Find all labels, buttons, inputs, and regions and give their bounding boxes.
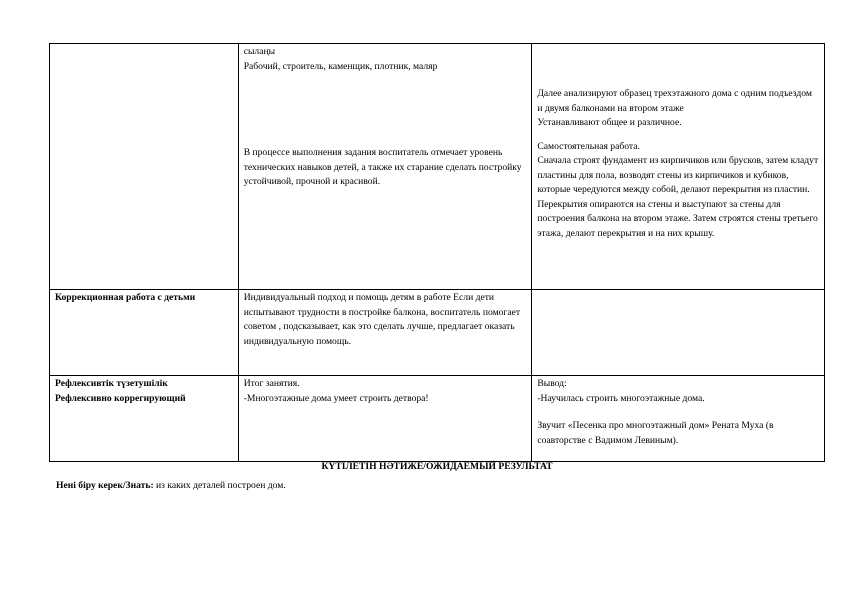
row1-teacher-cell	[238, 44, 532, 290]
row1-col3-para1b: Устанавливают общее и различное.	[537, 117, 682, 128]
expected-result-title: КҮТІЛЕТІН НӘТИЖЕ/ОЖИДАЕМЫЙ РЕЗУЛЬТАТ	[321, 461, 553, 472]
row2-stage-cell: Коррекционная работа с детьми	[50, 290, 239, 376]
row3-col2-line2: -Многоэтажные дома умеет строить детвора!	[243, 392, 429, 404]
lesson-plan-table	[49, 43, 825, 462]
expected-result-text: из каких деталей построен дом.	[153, 480, 286, 491]
row3-col1-line1: Рефлексивтік түзетушілік	[55, 378, 168, 389]
row1-stage-cell	[50, 44, 239, 290]
row3-stage-cell	[50, 376, 239, 462]
table-row	[50, 376, 825, 462]
row3-col3-para: Звучит «Песенка про многоэтажный дом» Рената Муха (в соавторстве с Вадимом Левиным).	[537, 420, 774, 446]
row1-col2-line2: Рабочий, строитель, каменщик, плотник, маляр	[243, 60, 438, 72]
row3-col3-line2: -Научилась строить многоэтажные дома.	[537, 392, 705, 404]
row2-children-cell	[532, 290, 825, 376]
row1-col2-para: В процессе выполнения задания воспитатель отмечает уровень технических навыков детей, а также их старание сделать постройку устойчивой, прочной и красивой.	[243, 147, 522, 187]
row3-col3-line1: Вывод:	[537, 378, 567, 389]
row3-col2-line1: Итог занятия.	[243, 378, 300, 389]
table-row	[50, 290, 825, 376]
row1-col3-para1: Далее анализируют образец трехэтажного дома с одним подъездом и двумя балконами на втором этаже	[537, 88, 812, 114]
table-row	[50, 44, 825, 290]
row2-teacher-cell: Индивидуальный подход и помощь детям в работе Если дети испытывают трудности в постройке балкона, воспитатель помогает советом , подсказывает, как это сделать лучше, предлагает оказать индивидуальную помощь.	[238, 290, 532, 376]
row3-teacher-cell	[238, 376, 532, 462]
row1-children-cell	[532, 44, 825, 290]
row1-col3-para2: Сначала строят фундамент из кирпичиков или брусков, затем кладут пластины для пола, возводят стены из кирпичиков и кубиков, которые чередуются между собой, делают перекрытия из пластин. Перекрытия опираются на стены и выступают за стены для построения балкона на втором этаже. Затем строятся стены третьего этажа, делают перекрытия и на них крышу.	[537, 155, 819, 239]
row1-col2-line1: сылаңы	[243, 46, 276, 57]
row1-col3-heading: Самостоятельная работа.	[537, 140, 640, 152]
expected-result-label: Нені біру керек/Знать:	[56, 480, 154, 491]
expected-result-line	[56, 480, 286, 491]
row3-col1-line2: Рефлексивно коррегирующий	[55, 392, 186, 404]
row3-children-cell	[532, 376, 825, 462]
